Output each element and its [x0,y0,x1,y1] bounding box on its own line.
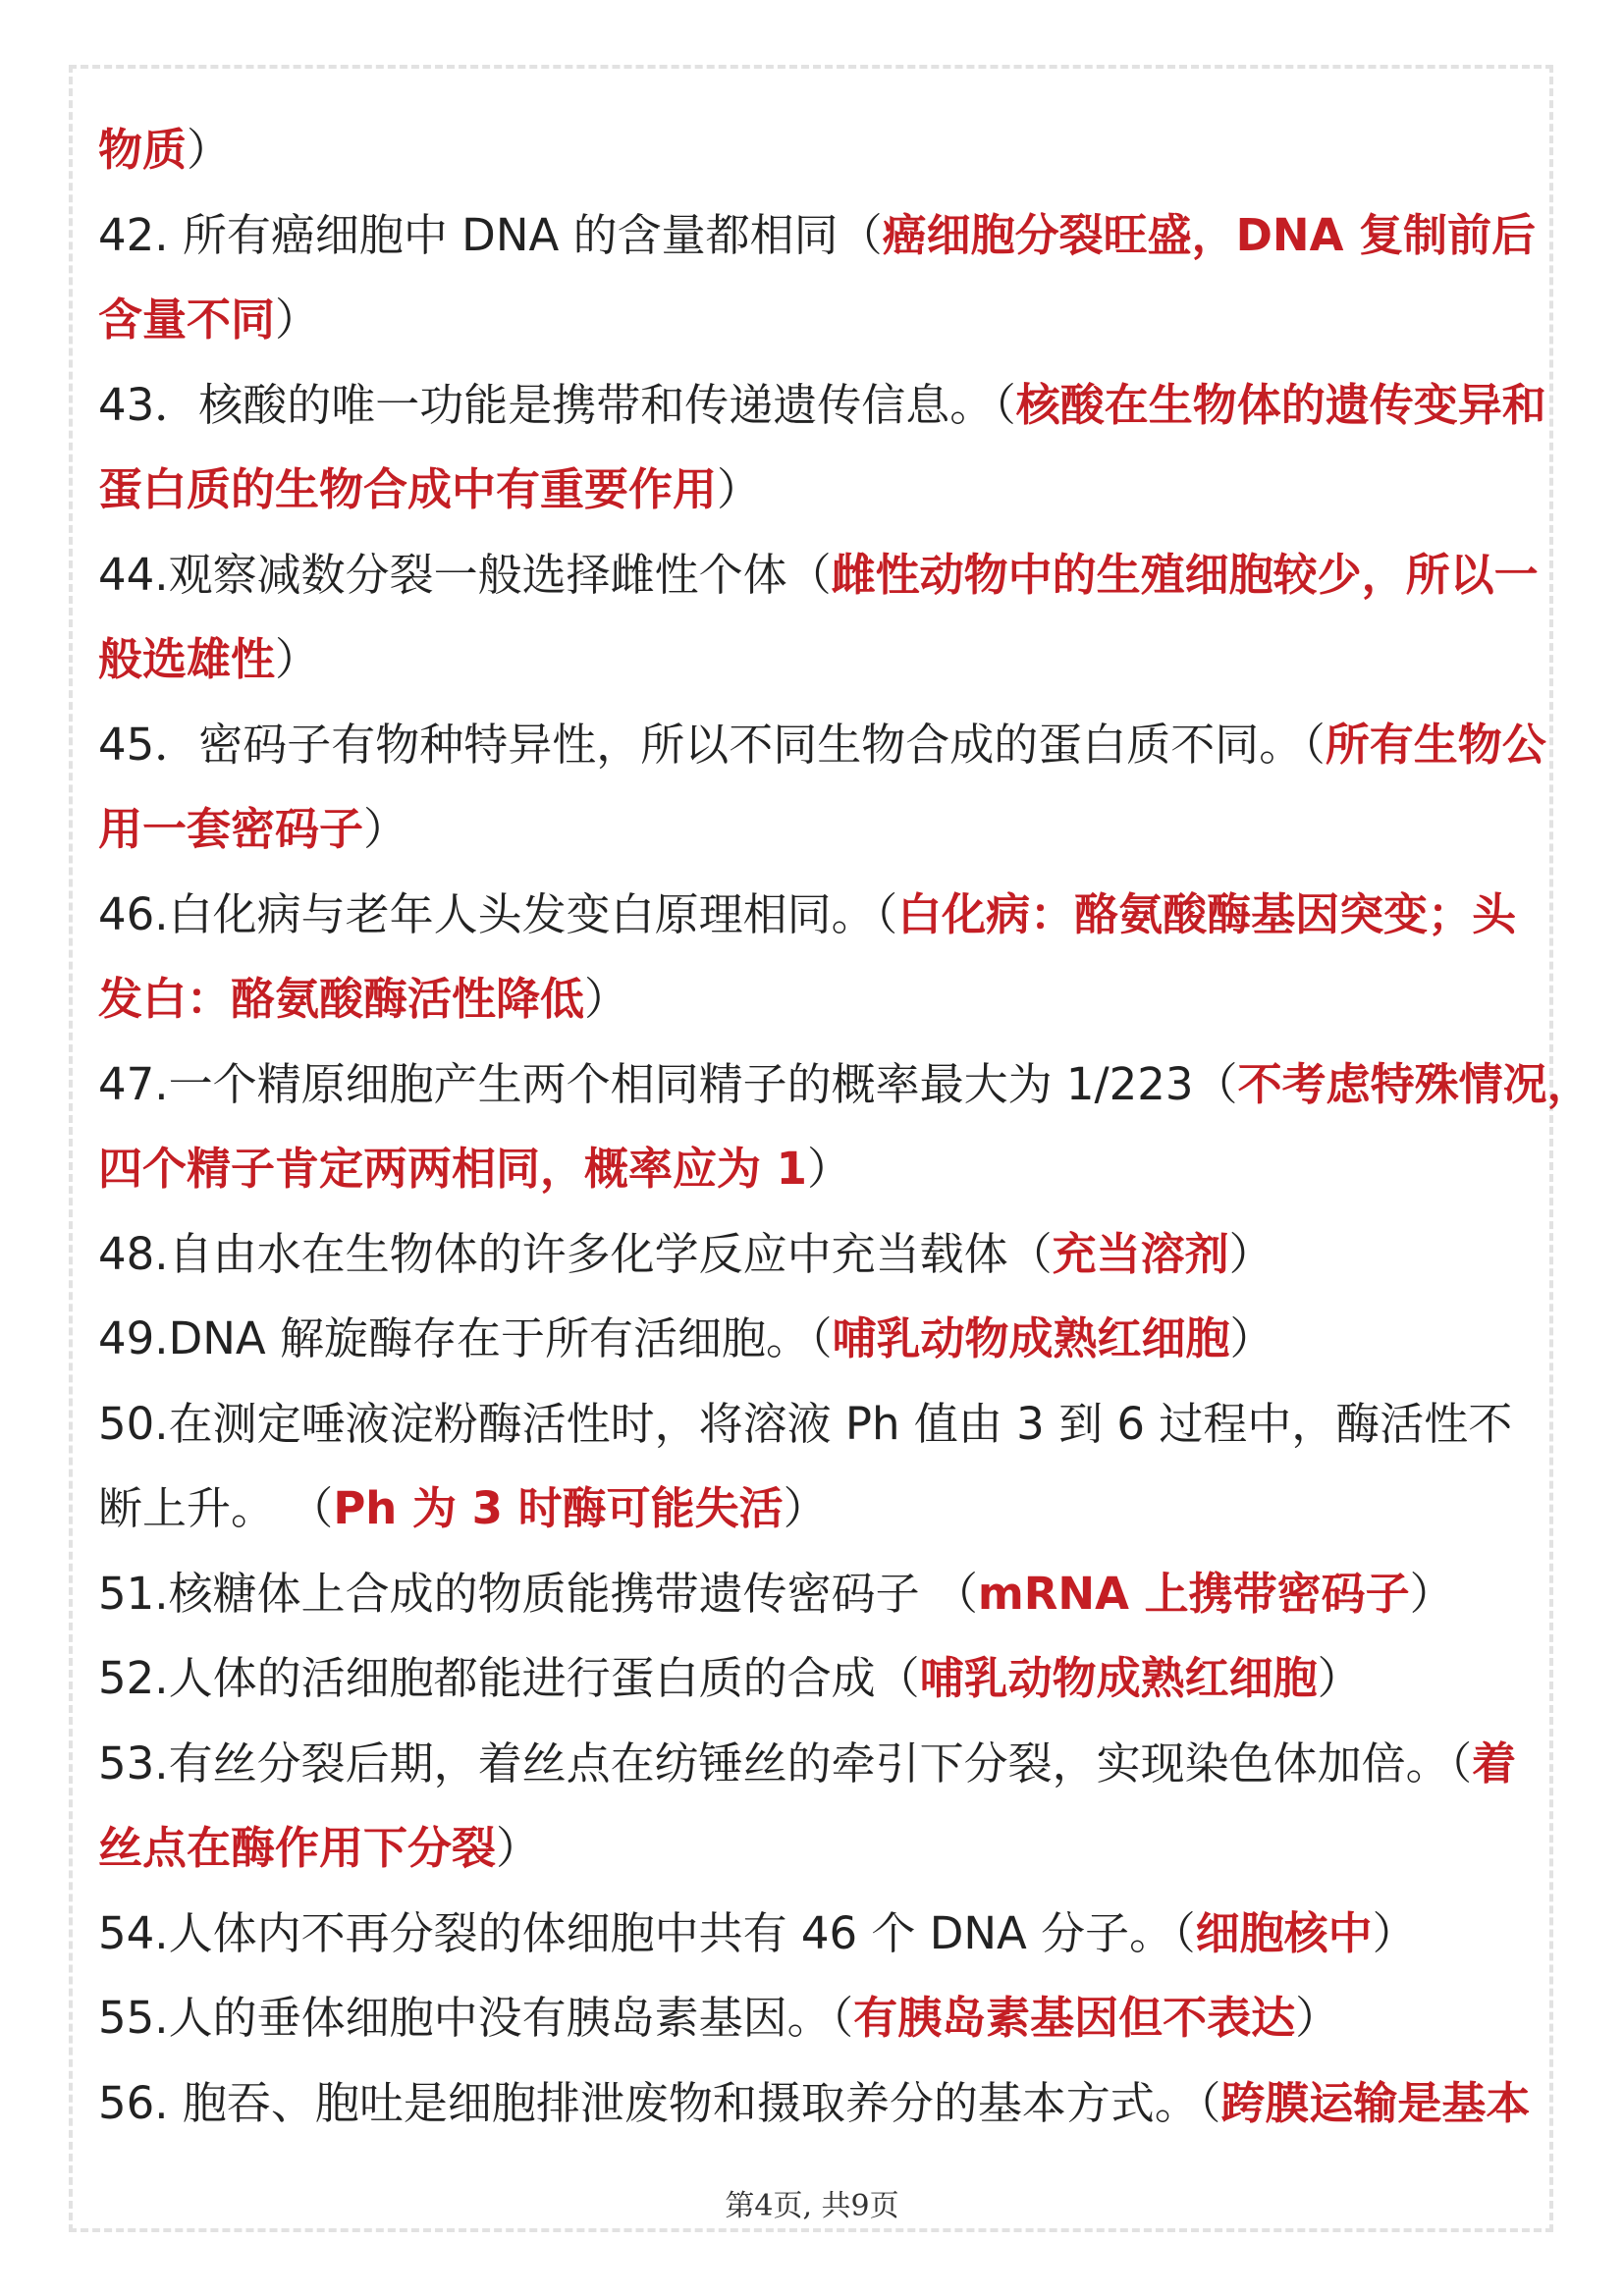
text-line [98,703,1546,788]
answer-text: mRNA 上携带密码子 [977,1567,1410,1620]
answer-text: 四个精子肯定两两相同，概率应为 1 [98,1143,807,1195]
answer-text: 用一套密码子 [98,803,364,855]
text-line [98,957,1532,1042]
text-line [98,1892,1532,1977]
statement-text: ） [275,294,320,346]
text-line [98,873,1532,958]
statement-text: ） [584,973,629,1025]
statement-text: 43．核酸的唯一功能是携带和传递遗传信息。（ [98,378,1016,431]
answer-text: 含量不同 [98,294,276,346]
statement-text: 45．密码子有物种特异性，所以不同生物合成的蛋白质不同。（ [98,718,1326,771]
answer-text: 着 [1472,1736,1517,1789]
answer-text: Ph 为 3 时酶可能失活 [333,1482,784,1534]
document-body [98,108,1592,2146]
statement-text: 42. 所有癌细胞中 DNA 的含量都相同（ [98,208,883,261]
statement-text: ） [275,633,320,685]
statement-text: ） [496,1822,541,1874]
statement-text: 50.在测定唾液淀粉酶活性时，将溶液 Ph 值由 3 到 6 过程中，酶活性不 [98,1397,1513,1450]
statement-text: 56. 胞吞、胞吐是细胞排泄废物和摄取养分的基本方式。（ [98,2076,1221,2129]
answer-text: 蛋白质的生物合成中有重要作用 [98,463,718,515]
answer-text: 丝点在酶作用下分裂 [98,1822,497,1874]
text-line [98,2061,1532,2147]
statement-text: ） [1295,1992,1340,2044]
statement-text: 47.一个精原细胞产生两个相同精子的概率最大为 1/223（ [98,1057,1238,1110]
text-line [98,1552,1532,1637]
answer-text: 不考虑特殊情况， [1237,1057,1592,1110]
answer-text: 充当溶剂 [1052,1227,1229,1280]
statement-text: 54.人体内不再分裂的体细胞中共有 46 个 DNA 分子。（ [98,1906,1196,1959]
statement-text: 48.自由水在生物体的许多化学反应中充当载体（ [98,1227,1053,1280]
text-line [98,533,1539,618]
text-line [98,1976,1532,2061]
text-line [98,1467,1532,1552]
statement-text: ） [1409,1567,1454,1620]
statement-text: ） [783,1482,828,1534]
statement-text: 51.核糖体上合成的物质能携带遗传密码子 （ [98,1567,978,1620]
answer-text: 跨膜运输是基本 [1220,2076,1531,2129]
statement-text: ） [806,1143,851,1195]
answer-text: 癌细胞分裂旺盛，DNA 复制前后 [882,208,1537,261]
text-line [98,1722,1532,1807]
text-line [98,108,1532,193]
statement-text: ） [1229,1312,1274,1364]
text-line [98,1127,1532,1212]
statement-text: ） [1228,1227,1273,1280]
text-line [98,1042,1592,1128]
statement-text: ） [1317,1652,1362,1704]
text-line [98,1636,1532,1722]
page-footer: 第4页, 共9页 [725,2189,899,2223]
statement-text: 44.观察减数分裂一般选择雌性个体（ [98,548,832,601]
text-line [98,1382,1532,1468]
text-line [98,193,1537,279]
statement-text: ） [363,803,408,855]
statement-text: 53.有丝分裂后期，着丝点在纺锤丝的牵引下分裂，实现染色体加倍。（ [98,1736,1473,1789]
answer-text: 雌性动物中的生殖细胞较少，所以一 [831,548,1539,601]
text-line [98,448,1532,533]
statement-text: 55.人的垂体细胞中没有胰岛素基因。（ [98,1992,854,2044]
statement-text: ） [187,124,232,176]
statement-text: 46.白化病与老年人头发变白原理相同。（ [98,887,898,940]
text-line [98,278,1532,363]
answer-text: 发白：酪氨酸酶活性降低 [98,973,585,1025]
statement-text: ） [717,463,762,515]
answer-text: 所有生物公 [1325,718,1546,771]
answer-text: 哺乳动物成熟红细胞 [919,1652,1318,1704]
text-line [98,1212,1532,1298]
answer-text: 有胰岛素基因但不表达 [853,1992,1296,2044]
answer-text: 白化病：酪氨酸酶基因突变；头 [897,887,1517,940]
answer-text: 核酸在生物体的遗传变异和 [1015,378,1546,431]
answer-text: 般选雄性 [98,633,276,685]
text-line [98,617,1532,703]
answer-text: 物质 [98,124,188,176]
statement-text: ） [1372,1906,1417,1959]
statement-text: 断上升。 （ [98,1482,334,1534]
statement-text: 49.DNA 解旋酶存在于所有活细胞。（ [98,1312,833,1364]
text-line [98,1297,1532,1382]
text-line [98,1806,1532,1892]
text-line [98,363,1546,449]
text-line [98,787,1532,873]
answer-text: 哺乳动物成熟红细胞 [832,1312,1230,1364]
statement-text: 52.人体的活细胞都能进行蛋白质的合成（ [98,1652,920,1704]
answer-text: 细胞核中 [1195,1906,1373,1959]
